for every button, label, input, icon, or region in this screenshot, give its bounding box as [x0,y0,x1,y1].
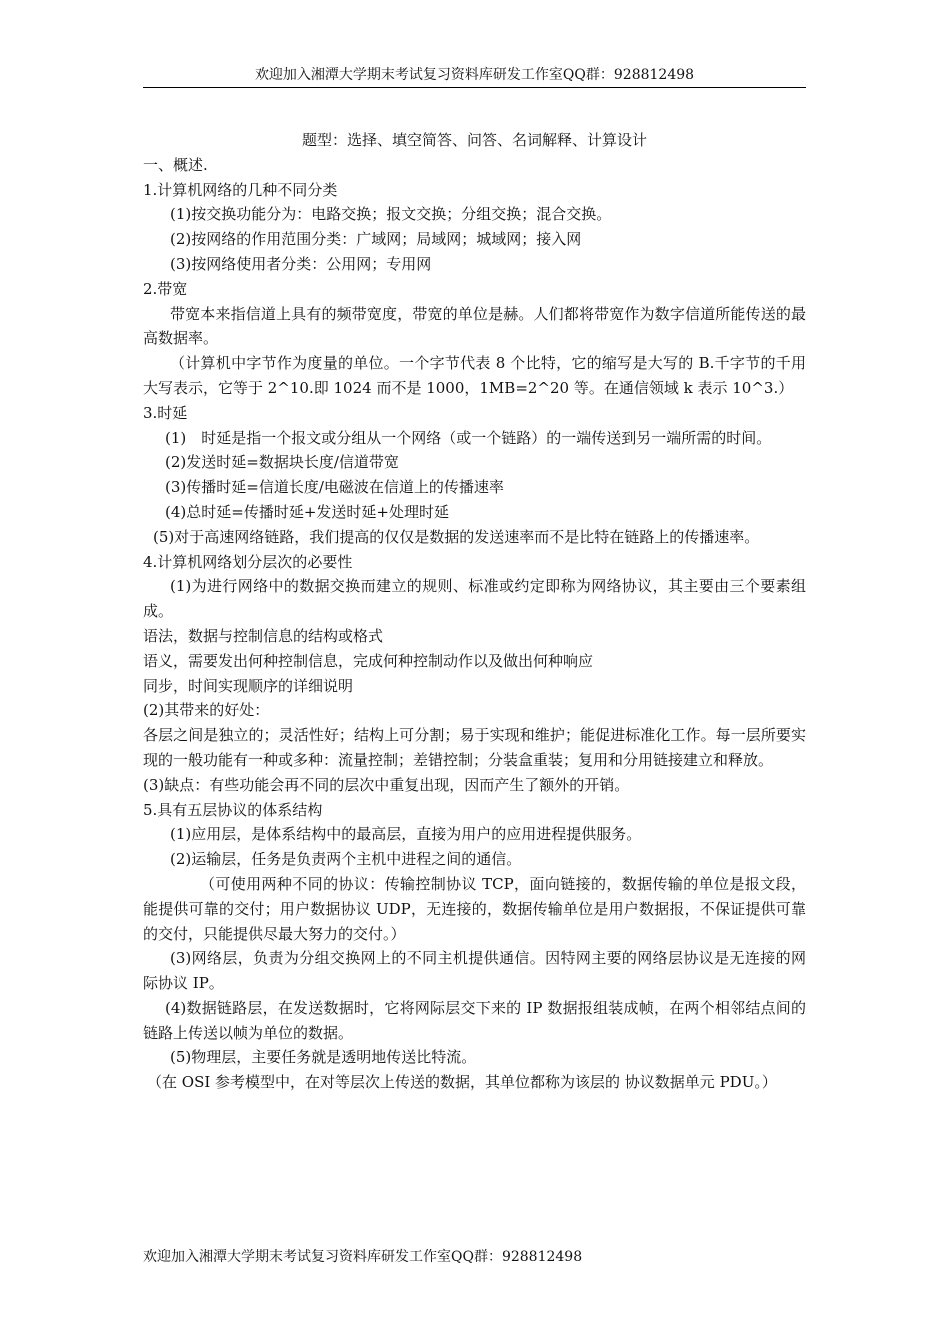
paragraph: 各层之间是独立的；灵活性好；结构上可分割；易于实现和维护；能促进标准化工作。每一层所要实现的一般功能有一种或多种：流量控制；差错控制；分装盒重装；复用和分用链接建立和释放。 [143,726,806,769]
paragraph: 同步，时间实现顺序的详细说明 [143,676,354,695]
paragraph: (3)网络层，负责为分组交换网上的不同主机提供通信。因特网主要的网络层协议是无连接的网际协议 IP。 [143,949,806,993]
paragraph: (5)对于高速网络链路，我们提高的仅仅是数据的发送速率而不是比特在链路上的传播速率。 [153,527,760,546]
paragraph: (2)其带来的好处： [143,701,270,720]
subsection-heading: 5.具有五层协议的体系结构 [143,800,323,819]
page-header: 欢迎加入湘潭大学期末考试复习资料库研发工作室QQ群：928812498 [143,64,806,88]
paragraph: (5)物理层，主要任务就是透明地传送比特流。 [170,1048,477,1067]
paragraph: (3)缺点：有些功能会再不同的层次中重复出现，因而产生了额外的开销。 [143,775,630,794]
paragraph: (3)传播时延=信道长度/电磁波在信道上的传播速率 [165,478,504,497]
paragraph: (1) 时延是指一个报文或分组从一个网络（或一个链路）的一端传送到另一端所需的时间。 [165,428,772,447]
paragraph: 语义，需要发出何种控制信息，完成何种控制动作以及做出何种响应 [143,651,594,670]
subsection-heading: 3.时延 [143,403,188,422]
paragraph: (4)总时延=传播时延+发送时延+处理时延 [165,502,449,521]
subsection-heading: 4.计算机网络划分层次的必要性 [143,552,353,571]
page-footer: 欢迎加入湘潭大学期末考试复习资料库研发工作室QQ群：928812498 [143,1249,583,1265]
paragraph: (2)发送时延=数据块长度/信道带宽 [165,453,399,472]
paragraph: (2)运输层，任务是负责两个主机中进程之间的通信。 [170,850,522,869]
section-heading: 一、概述. [143,155,208,174]
paragraph: (1)按交换功能分为：电路交换；报文交换；分组交换；混合交换。 [170,205,612,224]
paragraph: 带宽本来指信道上具有的频带宽度，带宽的单位是赫。人们都将带宽作为数字信道所能传送的最高数据率。 [143,304,806,348]
paragraph: (1)应用层，是体系结构中的最高层，直接为用户的应用进程提供服务。 [170,825,642,844]
paragraph: （可使用两种不同的协议：传输控制协议 TCP，面向链接的，数据传输的单位是报文段，能提供可靠的交付；用户数据协议 UDP，无连接的，数据传输单位是用户数据报，不保证提供可靠的交付，只能提供尽最大努力的交付。） [143,874,806,943]
paragraph: (1)为进行网络中的数据交换而建立的规则、标准或约定即称为网络协议，其主要由三个要素组成。 [143,577,806,621]
document-body [143,128,806,1095]
page-title: 题型：选择、填空简答、问答、名词解释、计算设计 [301,131,647,149]
paragraph: (4)数据链路层，在发送数据时，它将网际层交下来的 IP 数据报组装成帧，在两个相邻结点间的链路上传送以帧为单位的数据。 [143,998,806,1042]
subsection-heading: 2.带宽 [143,279,188,298]
paragraph: （计算机中字节作为度量的单位。一个字节代表 8 个比特，它的缩写是大写的 B.千字节的千用大写表示，它等于 2^10.即 1024 而不是 1000，1MB=2^20 等。在通信领域 k 表示 10^3.） [143,354,806,397]
paragraph: 语法，数据与控制信息的结构或格式 [143,626,384,645]
paragraph: （在 OSI 参考模型中，在对等层次上传送的数据，其单位都称为该层的 协议数据单元 PDU。） [147,1073,777,1092]
paragraph: (2)按网络的作用范围分类：广域网；局域网；城域网；接入网 [170,230,582,249]
subsection-heading: 1.计算机网络的几种不同分类 [143,180,338,199]
paragraph: (3)按网络使用者分类：公用网；专用网 [170,254,432,273]
